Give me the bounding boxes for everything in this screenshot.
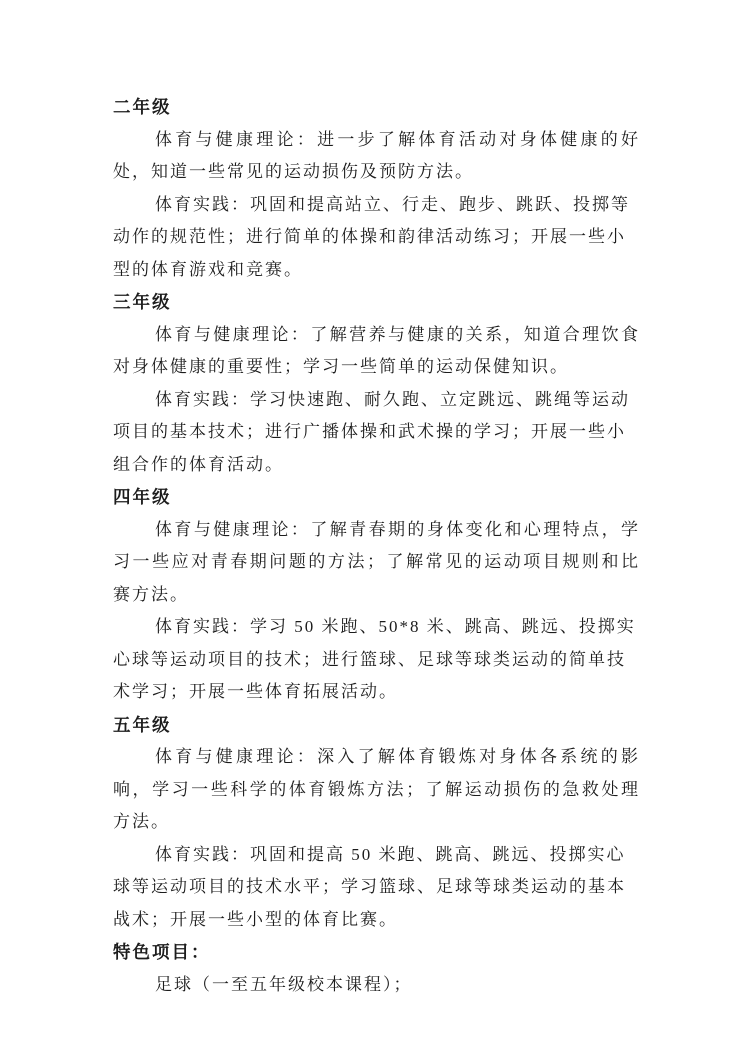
grade-4-theory-paragraph: 体育与健康理论：了解青春期的身体变化和心理特点，学习一些应对青春期问题的方法；了解常见的运动项目规则和比赛方法。 bbox=[113, 519, 640, 604]
grade-5-practice-paragraph: 体育实践：巩固和提高 50 米跑、跳高、跳远、投掷实心球等运动项目的技术水平；学习篮球、足球等球类运动的基本战术；开展一些小型的体育比赛。 bbox=[113, 844, 626, 929]
special-programs-item-paragraph: 足球（一至五年级校本课程）； bbox=[155, 974, 413, 994]
grade-3-heading: 三年级 bbox=[113, 292, 172, 312]
special-programs-heading: 特色项目： bbox=[113, 942, 211, 962]
grade-2-theory-paragraph: 体育与健康理论：进一步了解体育活动对身体健康的好处，知道一些常见的运动损伤及预防方法。 bbox=[113, 129, 640, 181]
section-grade-2 bbox=[113, 91, 640, 286]
grade-5-heading: 五年级 bbox=[113, 714, 172, 735]
grade-2-heading: 二年级 bbox=[113, 97, 172, 117]
section-grade-3 bbox=[113, 286, 640, 481]
grade-4-heading: 四年级 bbox=[113, 487, 172, 507]
grade-5-theory-paragraph: 体育与健康理论：深入了解体育锻炼对身体各系统的影响，学习一些科学的体育锻炼方法；了解运动损伤的急救处理方法。 bbox=[113, 747, 640, 831]
section-grade-4 bbox=[113, 481, 640, 709]
grade-4-practice-paragraph: 体育实践：学习 50 米跑、50*8 米、跳高、跳远、投掷实心球等运动项目的技术；进行篮球、足球等球类运动的简单技术学习；开展一些体育拓展活动。 bbox=[113, 617, 636, 701]
section-grade-5 bbox=[113, 709, 640, 937]
section-special-programs bbox=[113, 936, 640, 1001]
grade-2-practice-paragraph: 体育实践：巩固和提高站立、行走、跑步、跳跃、投掷等动作的规范性；进行简单的体操和韵律活动练习；开展一些小型的体育游戏和竞赛。 bbox=[113, 194, 630, 279]
grade-3-practice-paragraph: 体育实践：学习快速跑、耐久跑、立定跳远、跳绳等运动项目的基本技术；进行广播体操和武术操的学习；开展一些小组合作的体育活动。 bbox=[113, 389, 630, 474]
document-content bbox=[113, 91, 640, 1001]
grade-3-theory-paragraph: 体育与健康理论：了解营养与健康的关系，知道合理饮食对身体健康的重要性；学习一些简单的运动保健知识。 bbox=[113, 324, 640, 376]
